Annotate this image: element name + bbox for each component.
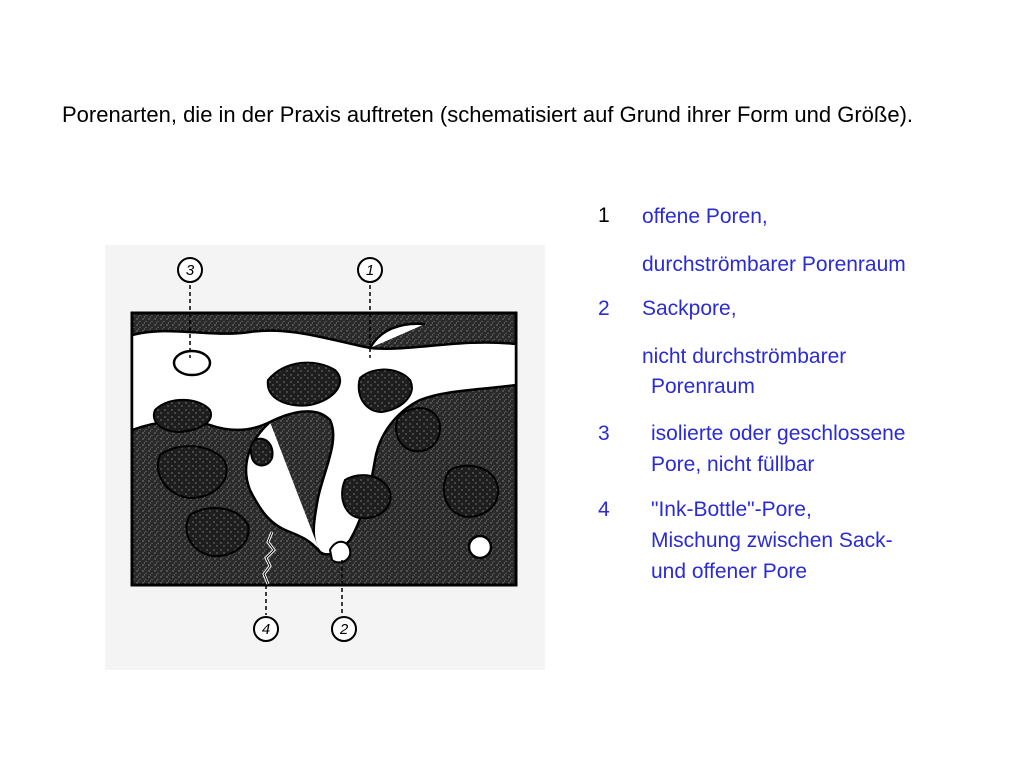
legend-number-2: 2	[598, 297, 610, 320]
legend-item-3-line-1: isolierte oder geschlossene	[651, 422, 906, 445]
legend-item-2-line-2: nicht durchströmbarer	[642, 345, 847, 368]
callout-label-3: 3	[185, 262, 195, 279]
legend-item-4-line-3: und offener Pore	[651, 560, 808, 583]
pore-types-diagram	[100, 240, 550, 675]
pore-schematic	[100, 240, 550, 675]
legend-item-2-line-3: Porenraum	[651, 375, 755, 398]
isolated-pore	[174, 351, 210, 375]
legend-item-2-line-1: Sackpore,	[642, 297, 737, 320]
legend-item-1-line-1: offene Poren,	[642, 205, 768, 228]
legend-item-4-line-2: Mischung zwischen Sack-	[651, 529, 893, 552]
callout-label-1: 1	[365, 262, 375, 279]
legend-number-3: 3	[598, 422, 610, 445]
callout-label-2: 2	[339, 621, 349, 638]
legend-number-4: 4	[598, 498, 610, 521]
slide-title: Porenarten, die in der Praxis auftreten (schematisiert auf Grund ihrer Form und Größe).	[62, 102, 914, 127]
legend-item-3-line-2: Pore, nicht füllbar	[651, 453, 815, 476]
legend-number-1: 1	[598, 204, 610, 227]
isolated-pore-round	[469, 536, 491, 558]
legend-item-4-line-1: "Ink-Bottle"-Pore,	[651, 498, 812, 521]
dead-end-pore	[330, 542, 350, 563]
callout-label-4: 4	[261, 621, 271, 638]
legend-item-1-line-2: durchströmbarer Porenraum	[642, 253, 906, 276]
